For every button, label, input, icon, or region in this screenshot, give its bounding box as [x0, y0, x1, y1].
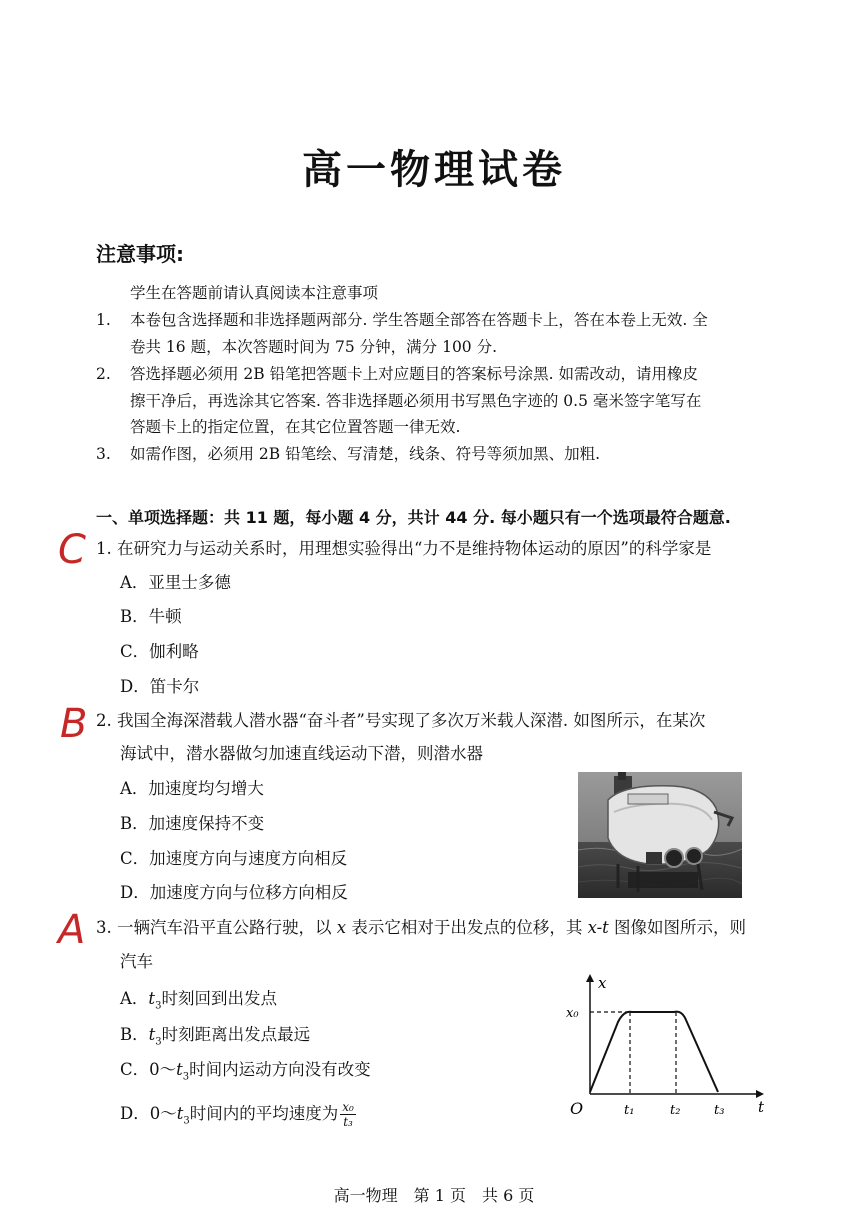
variable-t: t [176, 1104, 184, 1123]
option-text: 时间内运动方向没有改变 [189, 1060, 371, 1079]
subscript: 3 [155, 1036, 162, 1048]
option-d: D．加速度方向与位移方向相反 [120, 883, 348, 902]
x-t-curve [590, 1012, 718, 1092]
x0-tick-label: x₀ [566, 1006, 579, 1021]
question-stem: 海试中，潜水器做匀加速直线运动下潜，则潜水器 [120, 744, 483, 763]
origin-label: O [570, 1099, 584, 1118]
subscript: 3 [155, 1000, 162, 1012]
variable-x: x [336, 918, 347, 937]
notice-line: 答题卡上的指定位置，在其它位置答题一律无效. [130, 418, 461, 436]
fraction-denominator: t₃ [343, 1115, 353, 1129]
t-axis-arrow [756, 1090, 764, 1098]
handwritten-answer-mark: A [58, 907, 86, 953]
option-c [120, 1059, 371, 1088]
option-b: B．牛顿 [120, 607, 182, 626]
t-axis-label: t [758, 1098, 765, 1116]
question-stem [96, 917, 746, 939]
option-text: 时刻回到出发点 [161, 989, 277, 1008]
page-title: 高一物理试卷 [302, 147, 566, 193]
x-t-graph-svg [560, 968, 770, 1148]
question-stem: 1. 在研究力与运动关系时，用理想实验得出“力不是维持物体运动的原因”的科学家是 [96, 539, 712, 558]
option-label: C．0～ [120, 1060, 177, 1079]
stem-text: 图像如图所示，则 [614, 918, 747, 937]
x-t-graph [560, 968, 770, 1148]
option-text: 时刻距离出发点最远 [161, 1025, 311, 1044]
option-a: A．加速度均匀增大 [120, 779, 264, 798]
option-label: D．0～ [120, 1104, 177, 1123]
submersible-photo-drawing [578, 772, 742, 898]
notice-intro: 学生在答题前请认真阅读本注意事项 [130, 284, 379, 302]
t2-tick-label: t₂ [670, 1103, 681, 1118]
notice-line: 如需作图，必须用 2B 铅笔绘、写清楚，线条、符号等须加黑、加粗. [130, 445, 601, 463]
average-velocity-fraction [340, 1100, 356, 1129]
variable-t: t [148, 989, 156, 1008]
notice-item-number: 2. [96, 365, 111, 383]
option-c: C．加速度方向与速度方向相反 [120, 849, 348, 868]
stem-text: 3. 一辆汽车沿平直公路行驶，以 [96, 918, 332, 937]
notice-item-number: 1. [96, 311, 111, 329]
notice-line: 答选择题必须用 2B 铅笔把答题卡上对应题目的答案标号涂黑. 如需改动，请用橡皮 [130, 365, 698, 383]
option-text: 时间内的平均速度为 [189, 1104, 339, 1123]
option-a: A．亚里士多德 [120, 573, 231, 592]
option-d: D．笛卡尔 [120, 677, 200, 696]
fraction-numerator: x₀ [342, 1100, 354, 1114]
notice-line: 本卷包含选择题和非选择题两部分. 学生答题全部答在答题卡上，答在本卷上无效. 全 [130, 311, 708, 329]
option-a [120, 988, 277, 1017]
option-label: B． [120, 1025, 149, 1044]
option-c: C．伽利略 [120, 642, 199, 661]
x-axis-label: x [598, 974, 607, 992]
notice-item-number: 3. [96, 445, 111, 463]
handwritten-answer-mark: B [60, 701, 88, 747]
t3-tick-label: t₃ [714, 1103, 725, 1118]
option-label: A． [120, 989, 149, 1008]
variable-t: t [176, 1060, 183, 1079]
option-d [120, 1100, 356, 1132]
x-axis-arrow [586, 974, 594, 982]
variable-xt: x-t [587, 918, 609, 937]
question-stem: 2. 我国全海深潜载人潜水器“奋斗者”号实现了多次万米载人深潜. 如图所示，在某次 [96, 711, 706, 730]
subscript: 3 [182, 1071, 190, 1083]
t1-tick-label: t₁ [624, 1103, 635, 1118]
option-b: B．加速度保持不变 [120, 814, 265, 833]
subscript: 3 [183, 1115, 190, 1127]
section-heading: 一、单项选择题：共 11 题，每小题 4 分，共计 44 分. 每小题只有一个选项最符合题意. [96, 508, 731, 527]
option-b [120, 1024, 310, 1053]
submersible-photo [578, 772, 742, 898]
notice-line: 擦干净后，再选涂其它答案. 答非选择题必须用书写黑色字迹的 0.5 毫米签字笔写在 [130, 392, 702, 410]
notice-line: 卷共 16 题，本次答题时间为 75 分钟，满分 100 分. [130, 338, 498, 356]
notice-heading: 注意事项: [96, 242, 184, 266]
stem-text: 表示它相对于出发点的位移，其 [351, 918, 583, 937]
page-footer: 高一物理 第 1 页 共 6 页 [333, 1186, 535, 1205]
variable-t: t [148, 1025, 156, 1044]
question-stem: 汽车 [120, 952, 153, 971]
handwritten-answer-mark: C [58, 527, 86, 573]
